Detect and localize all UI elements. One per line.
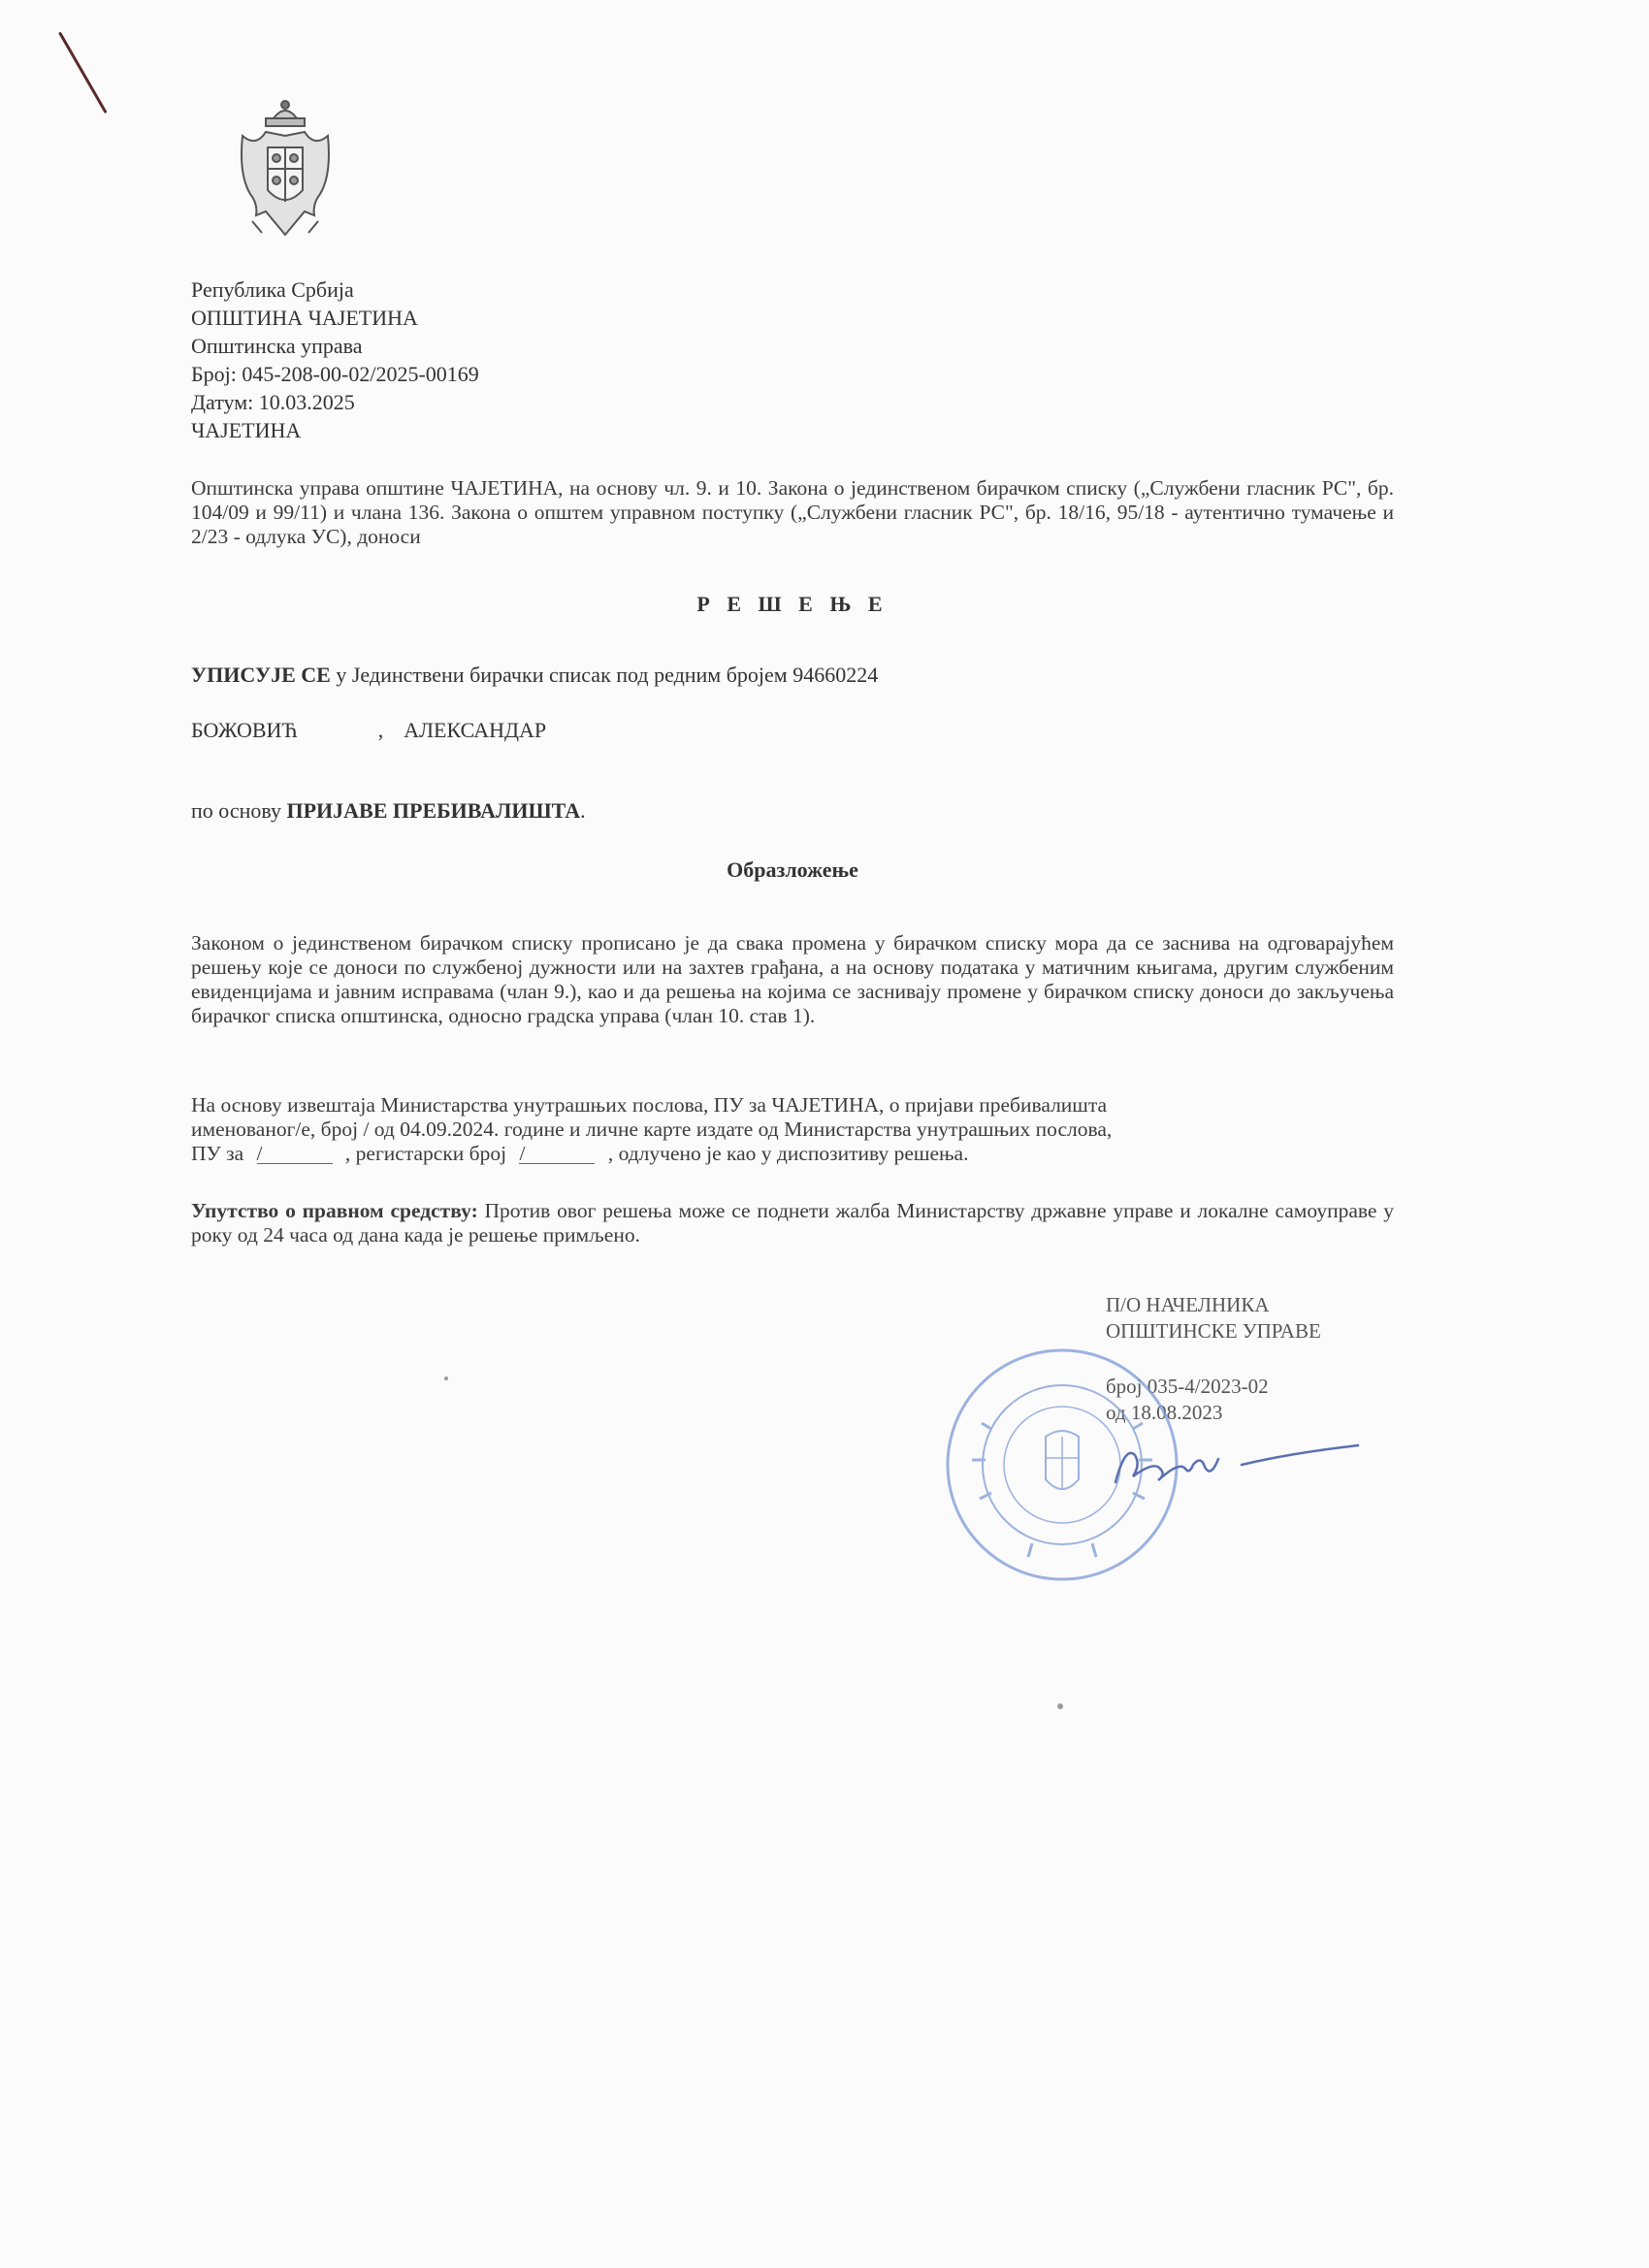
header-country: Република Србија [191, 277, 354, 302]
reasoning2-pu: ПУ за [191, 1142, 244, 1165]
scan-speck [444, 1377, 448, 1380]
basis-line [191, 798, 586, 824]
person-name: АЛЕКСАНДАР [404, 718, 547, 742]
basis-bold: ПРИЈАВЕ ПРЕБИВАЛИШТА [286, 798, 581, 823]
reasoning2-line2: именованог/е, број / од 04.09.2024. године и личне карте издате од Министарства унутрашњих послова, [191, 1118, 1113, 1141]
decision-text: у Јединствени бирачки списак под редним бројем 94660224 [330, 663, 879, 687]
header-city: ЧАЈЕТИНА [191, 418, 302, 442]
reasoning-paragraph-2 [191, 1093, 1394, 1166]
header-number: Број: 045-208-00-02/2025-00169 [191, 362, 479, 386]
document-title: Р Е Ш Е Њ Е [696, 592, 889, 616]
signature-line1: П/О НАЧЕЛНИКА [1106, 1293, 1270, 1316]
header-municipality: ОПШТИНА ЧАЈЕТИНА [191, 306, 418, 330]
legal-remedy-text: Против овог решења може се поднети жалба Министарству државне управе и локалне самоуправе у року од 24 часа од дана када је решење примљено. [191, 1199, 1394, 1247]
intro-paragraph: Општинска управа општине ЧАЈЕТИНА, на основу чл. 9. и 10. Закона о јединственом бирачком списку („Службени гласник РС", бр. 104/09 и 99/11) и члана 136. Закона о општем управном поступку („Службени гласник РС", бр. 18/16, 95/18 - аутентично тумачење и 2/23 - одлука УС), доноси [191, 476, 1394, 548]
reasoning-title: Образложење [727, 858, 858, 882]
legal-remedy-paragraph [191, 1199, 1394, 1247]
handwritten-signature-icon [1096, 1426, 1368, 1494]
basis-suffix: . [580, 798, 586, 823]
basis-prefix: по основу [191, 798, 287, 823]
reasoning2-line1: На основу извештаја Министарства унутрашњих послова, ПУ за ЧАЈЕТИНА, о пријави пребивалишта [191, 1093, 1108, 1117]
scan-speck [1057, 1703, 1063, 1709]
header-administration: Општинска управа [191, 334, 363, 358]
authorization-number: број 035-4/2023-02 [1106, 1375, 1269, 1398]
coat-of-arms-icon [237, 97, 334, 244]
reasoning2-reg: , регистарски број [344, 1142, 507, 1165]
reg-blank: / [519, 1144, 595, 1164]
header-date: Датум: 10.03.2025 [191, 390, 355, 414]
decision-bold: УПИСУЈЕ СЕ [191, 663, 331, 687]
reasoning-paragraph-1: Законом о јединственом бирачком списку прописано је да свака промена у бирачком списку мора да се заснива на одговарајућем решењу које се доноси по службеној дужности или на захтев грађана, а на основу података у матичним књигама, другим службеним евиденцијама и јавним исправама (члан 9.), као и да решења на којима се заснивају промене у бирачком списку доноси до закључења бирачког списка општинска, односно градска управа (члан 10. став 1). [191, 931, 1394, 1027]
reasoning2-end: , одлучено је као у диспозитиву решења. [607, 1142, 969, 1165]
person-separator: , [377, 718, 384, 742]
legal-remedy-bold: Упутство о правном средству: [191, 1199, 478, 1222]
signature-line2: ОПШТИНСКЕ УПРАВЕ [1106, 1319, 1321, 1343]
pen-mark [58, 32, 108, 114]
authorization-date: од 18.08.2023 [1106, 1401, 1223, 1424]
signature-block [1106, 1292, 1321, 1345]
document-header [191, 275, 479, 444]
person-line [191, 718, 546, 743]
pu-blank: / [257, 1144, 333, 1164]
decision-line [191, 663, 878, 688]
person-surname: БОЖОВИЋ [191, 718, 298, 742]
